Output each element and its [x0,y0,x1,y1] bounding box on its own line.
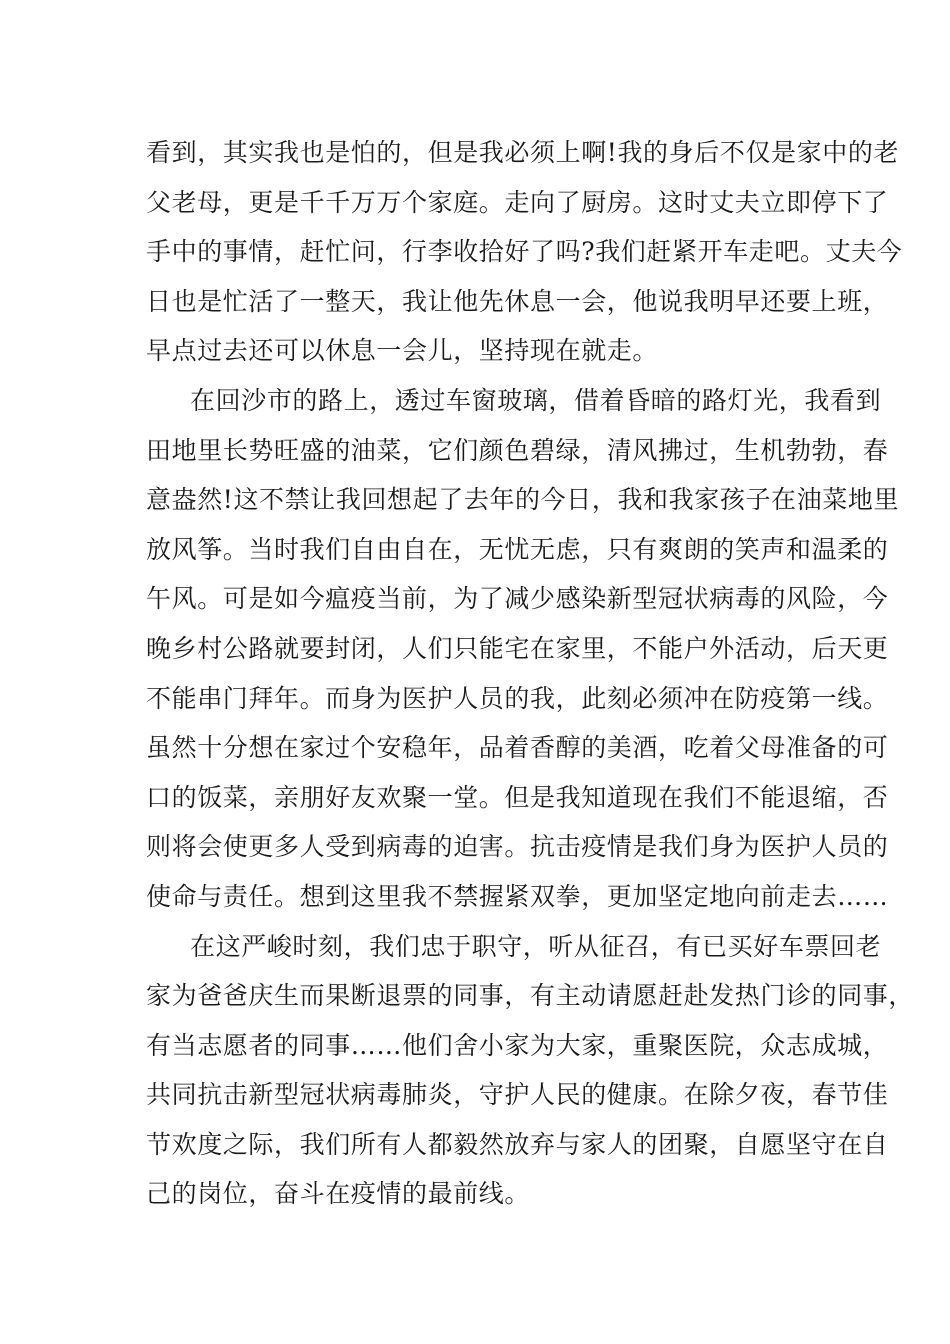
text-line: 虽然十分想在家过个安稳年，品着香醇的美酒，吃着父母准备的可 [146,733,889,763]
text-line: 田地里长势旺盛的油菜，它们颜色碧绿，清风拂过，生机勃勃，春 [146,435,889,465]
text-line: 午风。可是如今瘟疫当前，为了减少感染新型冠状病毒的风险，今 [146,584,889,614]
text-line: 则将会使更多人受到病毒的迫害。抗击疫情是我们身为医护人员的 [146,832,889,862]
text-line: 父老母，更是千千万万个家庭。走向了厨房。这时丈夫立即停下了 [146,187,889,217]
text-line: 使命与责任。想到这里我不禁握紧双拳，更加坚定地向前走去…… [146,881,889,911]
text-line: 放风筝。当时我们自由自在，无忧无虑，只有爽朗的笑声和温柔的 [146,534,889,564]
text-line: 日也是忙活了一整天，我让他先休息一会，他说我明早还要上班， [146,286,889,316]
text-line: 有当志愿者的同事……他们舍小家为大家，重聚医院，众志成城， [146,1030,889,1060]
text-line: 早点过去还可以休息一会儿，坚持现在就走。 [146,336,659,366]
body-text [146,128,915,1219]
paragraph-1 [146,128,903,376]
paragraph-2 [146,376,900,922]
text-line: 在这严峻时刻，我们忠于职守，听从征召，有已买好车票回老 [190,931,882,961]
text-line: 口的饭菜，亲朋好友欢聚一堂。但是我知道现在我们不能退缩，否 [146,782,889,812]
paragraph-3 [146,922,915,1220]
text-line: 共同抗击新型冠状病毒肺炎，守护人民的健康。在除夕夜，春节佳 [146,1080,889,1110]
text-line: 手中的事情，赶忙问，行李收拾好了吗?我们赶紧开车走吧。丈夫今 [146,237,903,267]
text-line: 家为爸爸庆生而果断退票的同事，有主动请愿赶赴发热门诊的同事， [146,981,915,1011]
text-line: 意盎然!这不禁让我回想起了去年的今日，我和我家孩子在油菜地里 [146,485,900,515]
text-line: 不能串门拜年。而身为医护人员的我，此刻必须冲在防疫第一线。 [146,683,889,713]
text-line: 节欢度之际，我们所有人都毅然放弃与家人的团聚，自愿坚守在自 [146,1129,889,1159]
text-line: 己的岗位，奋斗在疫情的最前线。 [146,1179,531,1209]
text-line: 看到，其实我也是怕的，但是我必须上啊!我的身后不仅是家中的老 [146,138,900,167]
text-line: 晚乡村公路就要封闭，人们只能宅在家里，不能户外活动，后天更 [146,633,889,663]
text-line: 在回沙市的路上，透过车窗玻璃，借着昏暗的路灯光，我看到 [190,385,882,415]
